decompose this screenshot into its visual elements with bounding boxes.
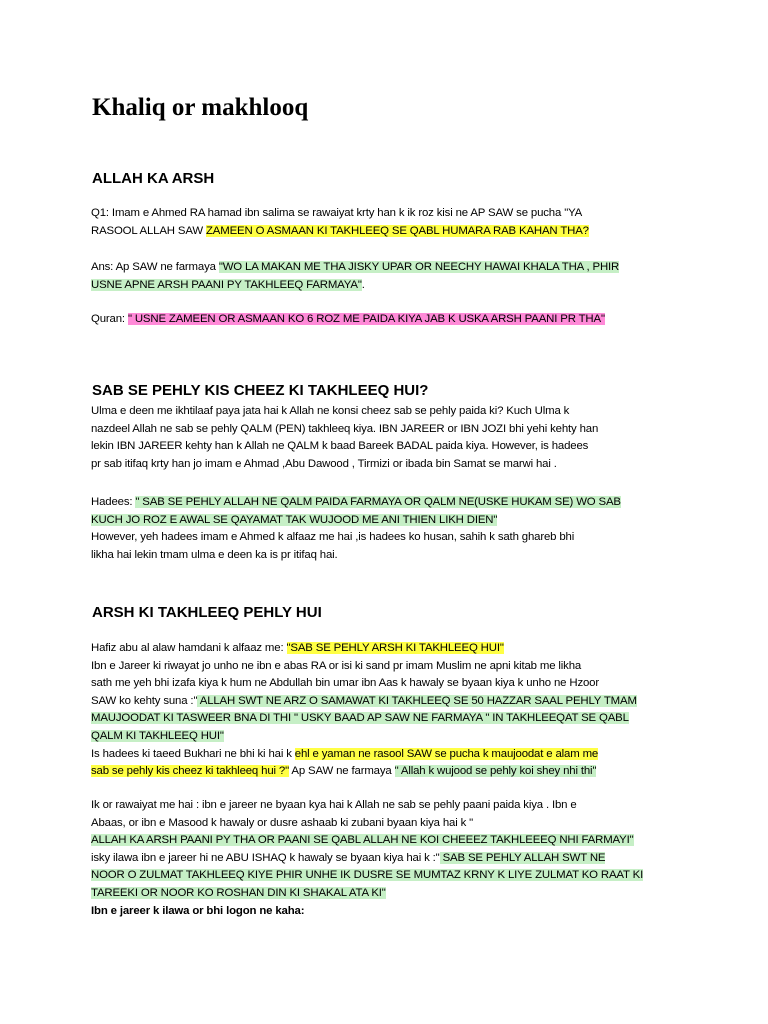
paragraph-line bbox=[91, 832, 691, 850]
paragraph-text: SAW ko kehty suna :" bbox=[91, 694, 198, 707]
quran-paragraph bbox=[91, 311, 691, 329]
paragraph-highlight: SAB SE PEHLY ALLAH SWT NE bbox=[439, 851, 606, 864]
hadees-line: likha hai lekin tmam ulma e deen ka is pr itifaq hai. bbox=[91, 548, 338, 561]
paragraph-line: Ibn e Jareer ki riwayat jo unho ne ibn e abas RA or isi ki sand pr imam Muslim ne apni kitab me likha bbox=[91, 659, 582, 672]
paragraph-text: Ap SAW ne farmaya bbox=[288, 765, 395, 778]
section-heading-allah-ka-arsh: ALLAH KA ARSH bbox=[92, 170, 215, 187]
paragraph-line bbox=[91, 728, 691, 746]
paragraph-text: Is hadees ki taeed Bukhari ne bhi ki hai k bbox=[91, 747, 295, 760]
paragraph-highlight: MAUJOODAT KI TASWEER BNA DI THI " USKY BAAD AP SAW NE FARMAYA " IN TAKHLEEQAT SE QABL bbox=[91, 712, 629, 725]
q1-text: RASOOL ALLAH SAW bbox=[91, 224, 206, 237]
section-heading-sab-se-pehly: SAB SE PEHLY KIS CHEEZ KI TAKHLEEQ HUI? bbox=[92, 382, 429, 399]
paragraph-highlight: TAREEKI OR NOOR KO ROSHAN DIN KI SHAKAL ATA KI" bbox=[91, 886, 386, 899]
paragraph-line: nazdeel Allah ne sab se pehly QALM (PEN) takhleeq kiya. IBN JAREER or IBN JOZI bhi yehi kehty han bbox=[91, 422, 599, 435]
answer-line bbox=[91, 277, 691, 295]
paragraph-highlight: "SAB SE PEHLY ARSH KI TAKHLEEQ HUI" bbox=[286, 642, 504, 654]
paragraph-line bbox=[91, 763, 691, 781]
quran-line bbox=[91, 311, 691, 329]
paragraph-line bbox=[91, 640, 691, 658]
paragraph-line: Abaas, or ibn e Masood k hawaly or dusre ashaab ki zubani byaan kiya hai k " bbox=[91, 816, 474, 829]
answer-text: Ans: Ap SAW ne farmaya bbox=[91, 261, 219, 273]
paragraph-line: Ulma e deen me ikhtilaaf paya jata hai k Allah ne konsi cheez sab se pehly paida ki? Kuch Ulma k bbox=[91, 405, 570, 417]
hadees-highlight: KUCH JO ROZ E AWAL SE QAYAMAT TAK WUJOOD ME ANI THIEN LIKH DIEN" bbox=[91, 513, 498, 526]
hadees-paragraph bbox=[91, 494, 691, 564]
paragraph-highlight: ALLAH KA ARSH PAANI PY THA OR PAANI SE QABL ALLAH NE KOI CHEEEZ TAKHLEEEQ NHI FARMAYI" bbox=[91, 834, 634, 847]
q1-line: Q1: Imam e Ahmed RA hamad ibn salima se rawaiyat krty han k ik roz kisi ne AP SAW se pucha "YA bbox=[91, 207, 583, 219]
paragraph-line bbox=[91, 850, 691, 868]
answer-highlight: USNE APNE ARSH PAANI PY TAKHLEEQ FARMAYA" bbox=[91, 278, 362, 291]
ikhtilaaf-paragraph bbox=[91, 403, 691, 473]
paragraph-line bbox=[91, 693, 691, 711]
quran-label: Quran: bbox=[91, 313, 128, 325]
paragraph-line: lekin IBN JAREER kehty han k Allah ne QALM k baad Bareek BADAL paida kiya. However, is hadees bbox=[91, 440, 589, 453]
section-heading-arsh-ki-takhleeq: ARSH KI TAKHLEEQ PEHLY HUI bbox=[92, 604, 322, 621]
paragraph-text: Hafiz abu al alaw hamdani k alfaaz me: bbox=[91, 642, 287, 654]
paragraph-highlight: NOOR O ZULMAT TAKHLEEQ KIYE PHIR UNHE IK DUSRE SE MUMTAZ KRNY K LIYE ZULMAT KO RAAT KI bbox=[91, 869, 644, 882]
answer-highlight: "WO LA MAKAN ME THA JISKY UPAR OR NEECHY HAWAI KHALA THA , PHIR bbox=[218, 261, 620, 273]
answer-paragraph bbox=[91, 259, 691, 294]
answer-text: . bbox=[361, 278, 365, 291]
paragraph-line: pr sab itifaq krty han jo imam e Ahmad ,Abu Dawood , Tirmizi or ibada bin Samat se marwi hai . bbox=[91, 457, 557, 470]
paragraph-line: Ik or rawaiyat me hai : ibn e jareer ne byaan kya hai k Allah ne sab se pehly paani paida kiya . Ibn e bbox=[91, 799, 577, 811]
hadees-highlight: " SAB SE PEHLY ALLAH NE QALM PAIDA FARMAYA OR QALM NE(USKE HUKAM SE) WO SAB bbox=[135, 496, 621, 508]
paragraph-highlight: sab se pehly kis cheez ki takhleeq hui ?" bbox=[91, 765, 289, 778]
paragraph-line bbox=[91, 867, 691, 885]
q1-line bbox=[91, 223, 691, 241]
paragraph-line bbox=[91, 885, 691, 903]
hadees-line bbox=[91, 494, 691, 512]
q1-highlight: ZAMEEN O ASMAAN KI TAKHLEEQ SE QABL HUMARA RAB KAHAN THA? bbox=[205, 224, 589, 237]
hadees-line: However, yeh hadees imam e Ahmed k alfaaz me hai ,is hadees ko husan, sahih k sath ghareb bhi bbox=[91, 531, 575, 544]
paragraph-line: sath me yeh bhi izafa kiya k hum ne Abdullah bin umar ibn Aas k hawaly se byaan kiya k unho ne Hzoor bbox=[91, 677, 600, 690]
paragraph-text: isky ilawa ibn e jareer hi ne ABU ISHAQ k hawaly se byaan kiya hai k :" bbox=[91, 851, 440, 864]
paragraph-highlight: QALM KI TAKHLEEQ HUI" bbox=[91, 729, 224, 742]
hadees-label: Hadees: bbox=[91, 496, 136, 508]
quran-highlight: " USNE ZAMEEN OR ASMAAN KO 6 ROZ ME PAIDA KIYA JAB K USKA ARSH PAANI PR THA" bbox=[127, 313, 605, 325]
paragraph-line bbox=[91, 746, 691, 764]
paragraph-highlight: ehl e yaman ne rasool SAW se pucha k maujoodat e alam me bbox=[294, 747, 599, 760]
paragraph-highlight: ALLAH SWT NE ARZ O SAMAWAT KI TAKHLEEQ SE 50 HAZZAR SAAL PEHLY TMAM bbox=[197, 694, 637, 707]
page-title: Khaliq or makhlooq bbox=[92, 94, 309, 121]
answer-line bbox=[91, 259, 691, 277]
paragraph-highlight: " Allah k wujood se pehly koi shey nhi thi" bbox=[394, 765, 597, 778]
arsh-paragraph bbox=[91, 640, 691, 781]
paragraph-line bbox=[91, 710, 691, 728]
q1-paragraph bbox=[91, 205, 691, 240]
paragraph-line: Ibn e jareer k ilawa or bhi logon ne kaha: bbox=[91, 904, 305, 917]
paani-paragraph bbox=[91, 797, 691, 920]
hadees-line bbox=[91, 512, 691, 530]
